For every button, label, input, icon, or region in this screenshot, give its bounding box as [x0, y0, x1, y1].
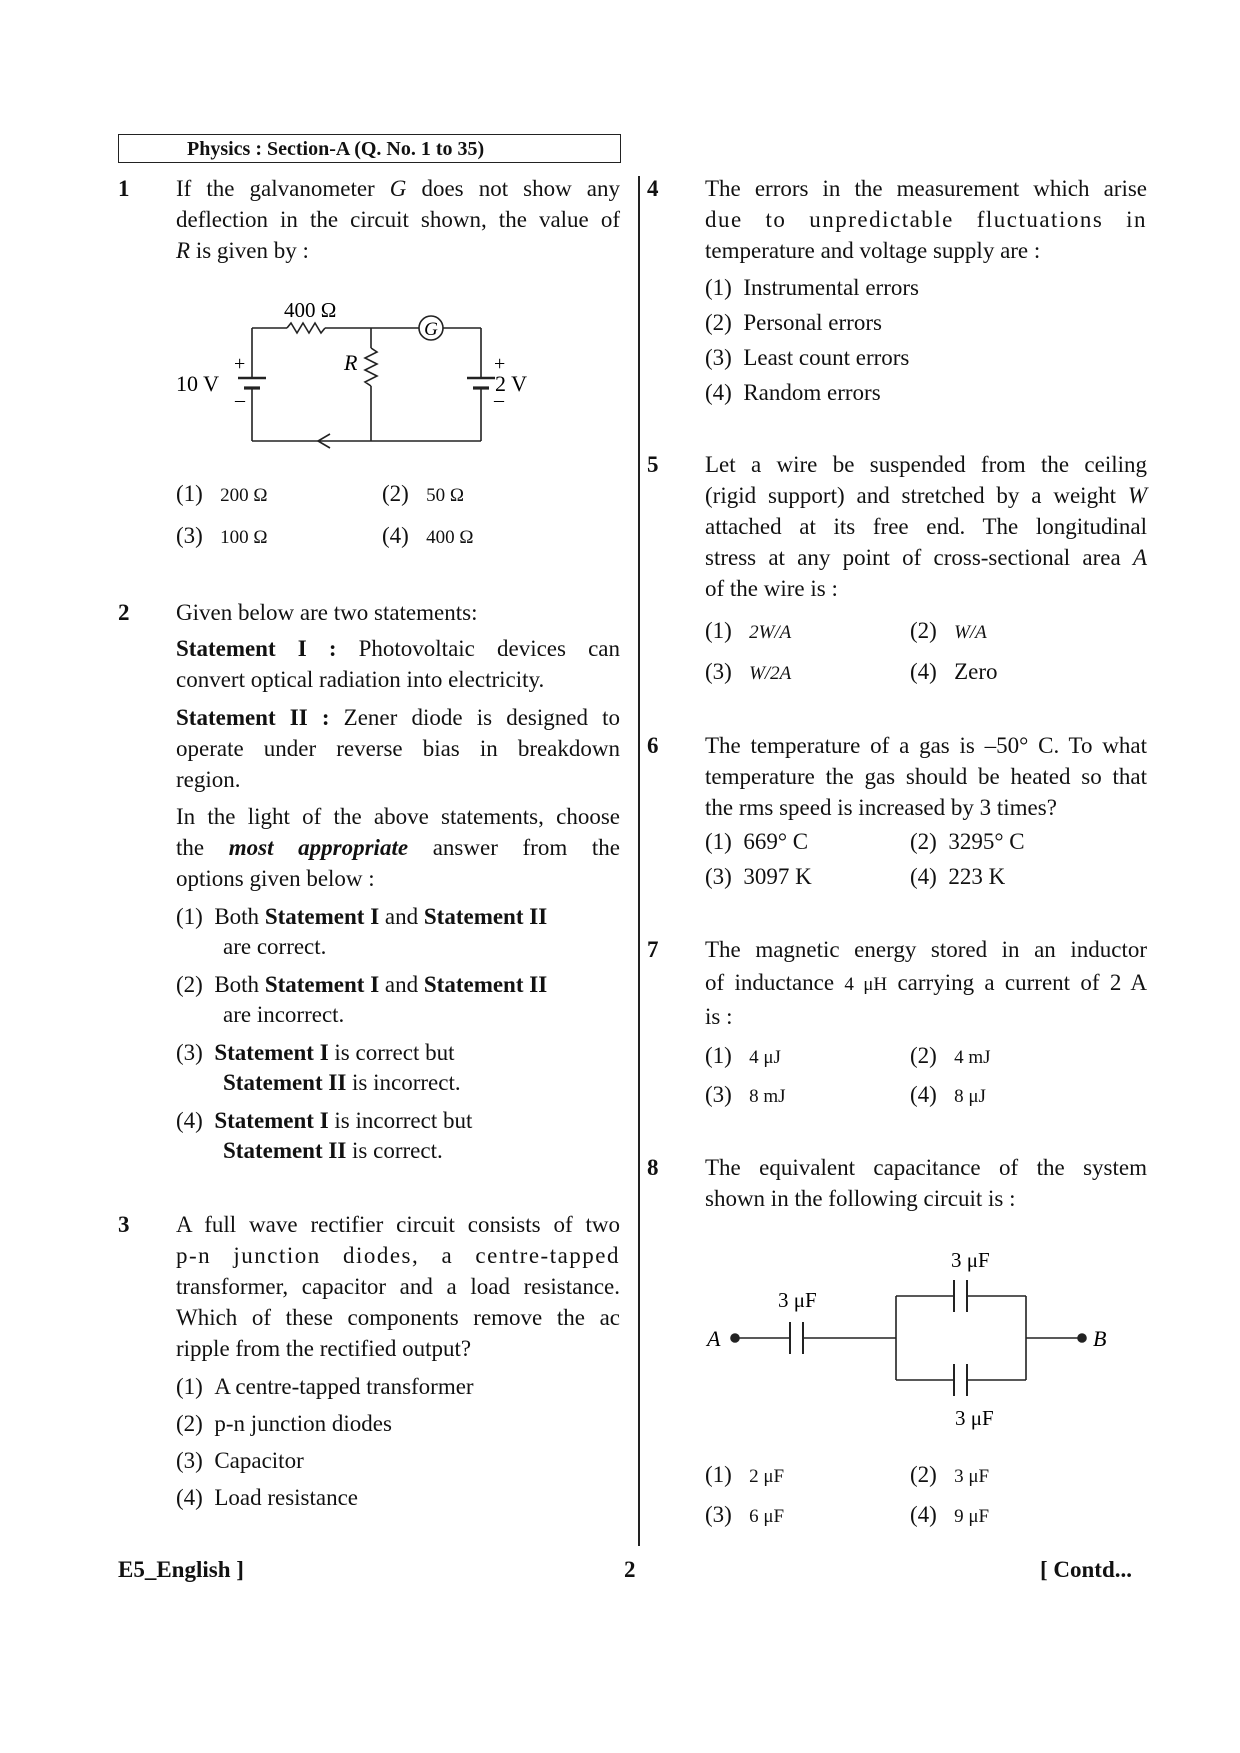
q5-line-1: Let a wire be suspended from the ceiling [705, 452, 1147, 477]
q1-line-3: R is given by : [176, 238, 309, 263]
q2-choose-line-1: In the light of the above statements, choose [176, 804, 620, 829]
q4-option-4[interactable]: (4) Random errors [705, 380, 881, 405]
q7-line-1: The magnetic energy stored in an inductor [705, 937, 1147, 962]
q8-line-2: shown in the following circuit is : [705, 1186, 1016, 1211]
q6-line-3: the rms speed is increased by 3 times? [705, 795, 1057, 820]
q3-line-5: ripple from the rectified output? [176, 1336, 472, 1361]
q1-right-plus: + [494, 353, 506, 375]
q8-terminal-b: B [1093, 1326, 1107, 1351]
q1-left-minus: – [235, 389, 245, 411]
q5-option-4[interactable]: (4) Zero [910, 659, 998, 684]
q5-option-1[interactable]: (1) 2W/A [705, 618, 792, 643]
q2-choose-line-2: the most appropriate answer from the [176, 835, 620, 860]
q2-statement-2-line-1: Statement II : Zener diode is designed to [176, 705, 620, 730]
q6-line-1: The temperature of a gas is –50° C. To what [705, 733, 1147, 758]
question-number-1: 1 [118, 176, 130, 201]
footer-page-number: 2 [624, 1557, 636, 1582]
q3-line-2: p-n junction diodes, a centre-tapped [176, 1243, 620, 1268]
question-number-2: 2 [118, 600, 130, 625]
q4-option-1[interactable]: (1) Instrumental errors [705, 275, 919, 300]
q4-option-3[interactable]: (3) Least count errors [705, 345, 910, 370]
q5-line-2: (rigid support) and stretched by a weight W [705, 483, 1147, 508]
q1-r-mid-label: R [344, 350, 358, 375]
q1-option-2[interactable]: (2) 50 Ω [382, 481, 464, 506]
q1-r-top-label: 400 Ω [284, 298, 337, 322]
q3-line-3: transformer, capacitor and a load resistance. [176, 1274, 620, 1299]
q3-line-1: A full wave rectifier circuit consists of two [176, 1212, 620, 1237]
q2-option-2[interactable]: (2) Both Statement I and Statement II are incorrect. [176, 972, 548, 1027]
q6-option-3[interactable]: (3) 3097 K [705, 864, 812, 889]
q5-line-3: attached at its free end. The longitudinal [705, 514, 1147, 539]
question-number-5: 5 [647, 452, 659, 477]
q8-cap-2-label: 3 μF [951, 1248, 990, 1272]
q5-option-3[interactable]: (3) W/2A [705, 659, 792, 684]
q1-option-1[interactable]: (1) 200 Ω [176, 481, 268, 506]
q2-option-4[interactable]: (4) Statement I is incorrect but Statement II is correct. [176, 1108, 473, 1163]
q3-option-4[interactable]: (4) Load resistance [176, 1485, 359, 1510]
q8-cap-1-label: 3 μF [778, 1288, 817, 1312]
q3-line-4: Which of these components remove the ac [176, 1305, 620, 1330]
q5-line-5: of the wire is : [705, 576, 838, 601]
q8-cap-3-label: 3 μF [955, 1406, 994, 1430]
q6-option-1[interactable]: (1) 669° C [705, 829, 809, 854]
q1-option-3[interactable]: (3) 100 Ω [176, 523, 268, 548]
q2-choose-line-3: options given below : [176, 866, 375, 891]
q7-option-2[interactable]: (2) 4 mJ [910, 1043, 991, 1068]
q8-option-2[interactable]: (2) 3 μF [910, 1462, 990, 1487]
q2-statement-2-line-3: region. [176, 767, 241, 792]
q6-option-2[interactable]: (2) 3295° C [910, 829, 1025, 854]
q8-line-1: The equivalent capacitance of the system [705, 1155, 1147, 1180]
q4-option-2[interactable]: (2) Personal errors [705, 310, 882, 335]
q2-option-3[interactable]: (3) Statement I is correct but Statement II is incorrect. [176, 1040, 461, 1095]
footer-continued: [ Contd... [1040, 1557, 1133, 1582]
q1-right-voltage: 2 V [495, 371, 527, 396]
question-number-6: 6 [647, 733, 659, 758]
q3-option-1[interactable]: (1) A centre-tapped transformer [176, 1374, 474, 1399]
q1-circuit-diagram [168, 288, 568, 458]
question-number-7: 7 [647, 937, 659, 962]
q8-circuit-diagram [700, 1240, 1120, 1440]
question-number-3: 3 [118, 1212, 130, 1237]
q7-line-3: is : [705, 1004, 733, 1029]
q8-option-1[interactable]: (1) 2 μF [705, 1462, 785, 1487]
galvanometer-label: G [424, 319, 438, 340]
q4-line-1: The errors in the measurement which arise [705, 176, 1147, 201]
q2-option-1[interactable]: (1) Both Statement I and Statement II are correct. [176, 904, 548, 959]
q1-option-4[interactable]: (4) 400 Ω [382, 523, 474, 548]
q8-terminal-a: A [707, 1326, 721, 1351]
q1-left-voltage: 10 V [176, 371, 219, 396]
q8-option-4[interactable]: (4) 9 μF [910, 1502, 990, 1527]
q2-statement-2-line-2: operate under reverse bias in breakdown [176, 736, 620, 761]
q2-intro: Given below are two statements: [176, 600, 478, 625]
q4-line-2: due to unpredictable fluctuations in [705, 207, 1147, 232]
q2-statement-1-line-2: convert optical radiation into electricity. [176, 667, 545, 692]
q8-option-3[interactable]: (3) 6 μF [705, 1502, 785, 1527]
question-number-4: 4 [647, 176, 659, 201]
q7-option-4[interactable]: (4) 8 μJ [910, 1082, 986, 1107]
footer-paper-code: E5_English ] [118, 1557, 244, 1582]
section-header: Physics : Section-A (Q. No. 1 to 35) [118, 134, 621, 163]
q3-option-2[interactable]: (2) p-n junction diodes [176, 1411, 392, 1436]
q5-line-4: stress at any point of cross-sectional area A [705, 545, 1147, 570]
q3-option-3[interactable]: (3) Capacitor [176, 1448, 304, 1473]
q6-line-2: temperature the gas should be heated so that [705, 764, 1147, 789]
q2-statement-1-line-1: Statement I : Photovoltaic devices can [176, 636, 620, 661]
q6-option-4[interactable]: (4) 223 K [910, 864, 1006, 889]
q1-right-minus: – [494, 389, 504, 411]
q7-option-3[interactable]: (3) 8 mJ [705, 1082, 786, 1107]
column-divider [638, 176, 640, 1546]
question-number-8: 8 [647, 1155, 659, 1180]
q4-line-3: temperature and voltage supply are : [705, 238, 1041, 263]
q1-line-2: deflection in the circuit shown, the value of [176, 207, 620, 232]
q7-line-2: of inductance 4 μH carrying a current of 2 A [705, 970, 1147, 995]
q1-left-plus: + [234, 353, 246, 375]
q5-option-2[interactable]: (2) W/A [910, 618, 987, 643]
q7-option-1[interactable]: (1) 4 μJ [705, 1043, 781, 1068]
q1-line-1: If the galvanometer G does not show any [176, 176, 620, 201]
